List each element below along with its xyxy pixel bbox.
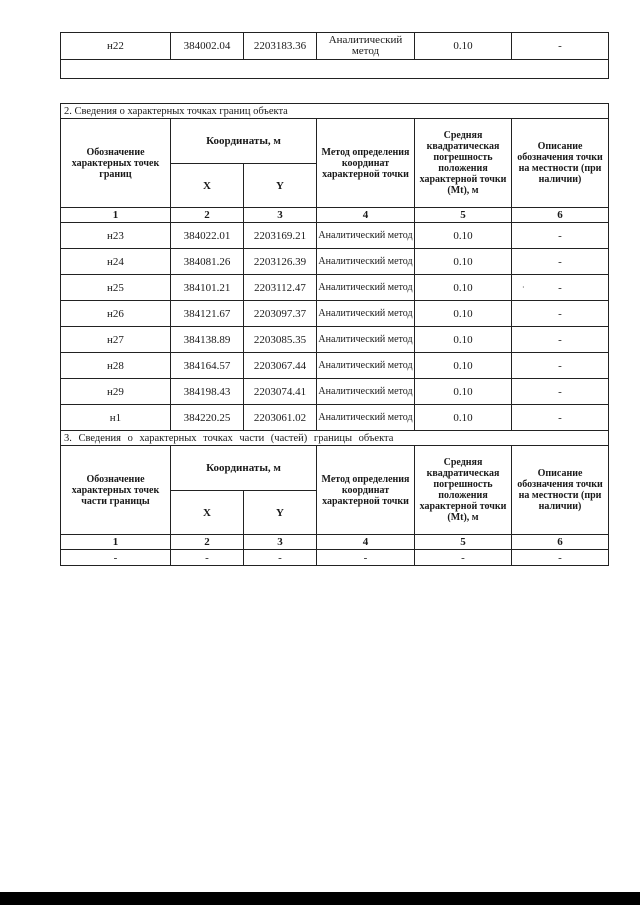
index-cell: 6 — [512, 208, 609, 223]
index-cell: 1 — [61, 208, 171, 223]
mt-cell: 0.10 — [415, 223, 512, 249]
desc-header: Описание обозначения точки на местности (при наличии) — [512, 119, 609, 208]
point-cell: - — [61, 550, 171, 566]
x-cell: 384022.01 — [171, 223, 244, 249]
table-row — [61, 223, 609, 249]
mt-header: Средняя квадратическая погрешность положения характерной точки (Mt), м — [415, 119, 512, 208]
index-cell: 3 — [244, 208, 317, 223]
desc-header: Описание обозначения точки на местности (при наличии) — [512, 446, 609, 535]
scan-speck: · — [522, 283, 525, 292]
method-cell: Аналитический метод — [317, 405, 415, 431]
index-row — [61, 535, 609, 550]
mt-cell: 0.10 — [415, 405, 512, 431]
point-cell: н26 — [61, 301, 171, 327]
y-cell: 2203085.35 — [244, 327, 317, 353]
table-row — [61, 405, 609, 431]
mt-cell: 0.10 — [415, 249, 512, 275]
desc-cell: - — [512, 249, 609, 275]
section-3-title: 3. Сведения о характерных точках части (частей) границы объекта — [61, 431, 609, 446]
method-header: Метод определения координат характерной точки — [317, 446, 415, 535]
method-header: Метод определения координат характерной точки — [317, 119, 415, 208]
method-cell: Аналитический метод — [317, 327, 415, 353]
x-cell: 384002.04 — [171, 33, 244, 60]
method-cell: Аналитический метод — [317, 301, 415, 327]
y-header: Y — [244, 164, 317, 208]
y-cell: 2203097.37 — [244, 301, 317, 327]
point-cell: н22 — [61, 33, 171, 60]
mt-cell: 0.10 — [415, 33, 512, 60]
index-row — [61, 208, 609, 223]
point-cell: н27 — [61, 327, 171, 353]
empty-cell — [61, 60, 609, 79]
x-cell: 384198.43 — [171, 379, 244, 405]
table-row — [61, 550, 609, 566]
point-cell: н29 — [61, 379, 171, 405]
desc-cell: - — [512, 327, 609, 353]
x-cell: 384220.25 — [171, 405, 244, 431]
x-cell: 384101.21 — [171, 275, 244, 301]
method-cell: Аналитический метод — [317, 379, 415, 405]
index-cell: 3 — [244, 535, 317, 550]
point-cell: н25 — [61, 275, 171, 301]
mt-cell: 0.10 — [415, 353, 512, 379]
points-table — [60, 103, 609, 566]
section-title-row — [61, 431, 609, 446]
table-row — [61, 33, 609, 60]
x-cell: 384121.67 — [171, 301, 244, 327]
mt-cell: 0.10 — [415, 327, 512, 353]
x-header: X — [171, 491, 244, 535]
method-cell: - — [317, 550, 415, 566]
table-row — [61, 327, 609, 353]
y-cell: 2203067.44 — [244, 353, 317, 379]
table-row — [61, 249, 609, 275]
y-cell: 2203074.41 — [244, 379, 317, 405]
index-cell: 5 — [415, 535, 512, 550]
mt-header: Средняя квадратическая погрешность положения характерной точки (Mt), м — [415, 446, 512, 535]
desc-cell: - — [512, 405, 609, 431]
index-cell: 4 — [317, 535, 415, 550]
coords-header: Координаты, м — [171, 446, 317, 491]
x-cell: - — [171, 550, 244, 566]
method-cell: Аналитический метод — [317, 33, 415, 60]
y-cell: 2203183.36 — [244, 33, 317, 60]
y-cell: 2203169.21 — [244, 223, 317, 249]
desc-cell: - — [512, 275, 609, 301]
method-cell: Аналитический метод — [317, 353, 415, 379]
designation-header: Обозначение характерных точек части границы — [61, 446, 171, 535]
point-cell: н1 — [61, 405, 171, 431]
point-cell: н24 — [61, 249, 171, 275]
scan-bottom-border — [0, 892, 640, 905]
table-row — [61, 275, 609, 301]
x-cell: 384164.57 — [171, 353, 244, 379]
point-cell: н23 — [61, 223, 171, 249]
table-row — [61, 379, 609, 405]
mt-cell: - — [415, 550, 512, 566]
x-cell: 384081.26 — [171, 249, 244, 275]
desc-cell: - — [512, 223, 609, 249]
mt-cell: 0.10 — [415, 379, 512, 405]
desc-cell: - — [512, 301, 609, 327]
method-cell: Аналитический метод — [317, 223, 415, 249]
header-row — [61, 119, 609, 164]
header-row — [61, 446, 609, 491]
desc-cell: - — [512, 379, 609, 405]
desc-cell: - — [512, 353, 609, 379]
y-cell: - — [244, 550, 317, 566]
method-cell: Аналитический метод — [317, 275, 415, 301]
y-header: Y — [244, 491, 317, 535]
designation-header: Обозначение характерных точек границ — [61, 119, 171, 208]
index-cell: 2 — [171, 535, 244, 550]
table-row — [61, 353, 609, 379]
index-cell: 5 — [415, 208, 512, 223]
table-row — [61, 60, 609, 79]
method-cell: Аналитический метод — [317, 249, 415, 275]
table-row — [61, 301, 609, 327]
section-title-row — [61, 104, 609, 119]
index-cell: 2 — [171, 208, 244, 223]
section-2-title: 2. Сведения о характерных точках границ объекта — [61, 104, 609, 119]
y-cell: 2203126.39 — [244, 249, 317, 275]
x-cell: 384138.89 — [171, 327, 244, 353]
x-header: X — [171, 164, 244, 208]
index-cell: 4 — [317, 208, 415, 223]
y-cell: 2203061.02 — [244, 405, 317, 431]
mt-cell: 0.10 — [415, 301, 512, 327]
index-cell: 6 — [512, 535, 609, 550]
desc-cell: - — [512, 33, 609, 60]
point-cell: н28 — [61, 353, 171, 379]
index-cell: 1 — [61, 535, 171, 550]
coords-header: Координаты, м — [171, 119, 317, 164]
y-cell: 2203112.47 — [244, 275, 317, 301]
mt-cell: 0.10 — [415, 275, 512, 301]
desc-cell: - — [512, 550, 609, 566]
continuation-table — [60, 32, 609, 79]
